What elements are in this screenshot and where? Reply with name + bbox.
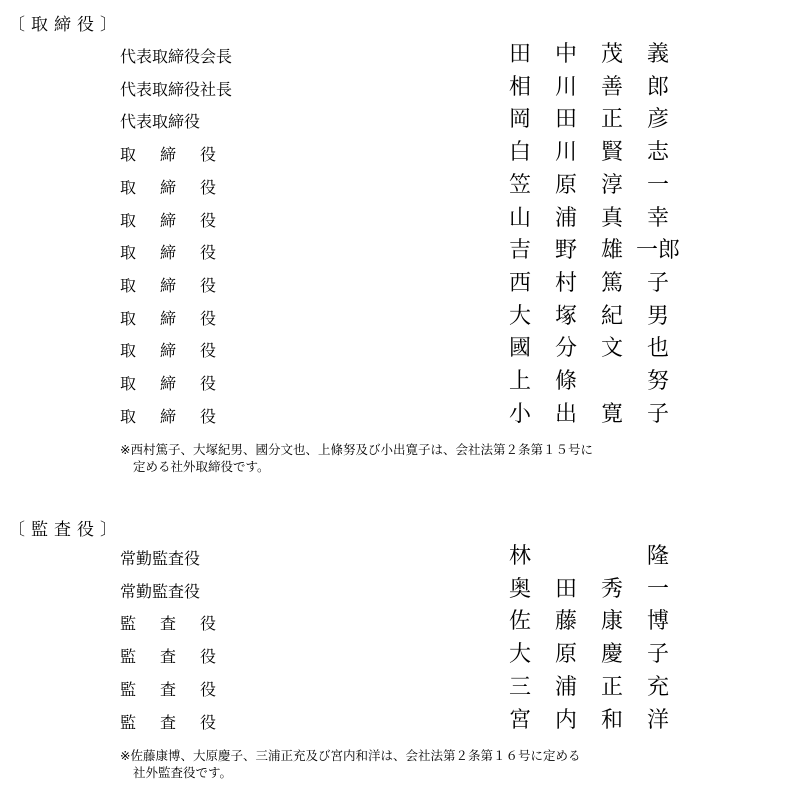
officer-name-char: 紀 bbox=[600, 303, 623, 329]
officer-name-char: 雄 bbox=[600, 238, 623, 264]
officer-name-char: 篤 bbox=[600, 270, 623, 296]
officer-name-char: 中 bbox=[554, 42, 577, 67]
officer-name-char: 村 bbox=[554, 270, 577, 296]
officer-name-char: 白 bbox=[508, 140, 531, 166]
officer-name-char: 岡 bbox=[508, 107, 531, 133]
officer-name-char: 善 bbox=[600, 74, 623, 100]
officer-name-char: 相 bbox=[508, 74, 531, 100]
officer-name-char: 大 bbox=[508, 642, 531, 668]
officer-title: 監査役 bbox=[120, 614, 241, 634]
officer-title: 代表取締役社長 bbox=[120, 79, 233, 99]
directors-note bbox=[120, 441, 760, 475]
officer-name-char: 子 bbox=[646, 270, 669, 296]
officer-name-char: 子 bbox=[646, 642, 669, 668]
directors-section-header: 〔取締役〕 bbox=[8, 15, 123, 35]
officer-name-char: 和 bbox=[600, 707, 623, 733]
officer-name-char: 三 bbox=[508, 674, 531, 700]
officer-name-char: 文 bbox=[600, 336, 623, 362]
officer-name-char: 一郎 bbox=[635, 238, 680, 264]
officer-name-char: 宮 bbox=[508, 707, 531, 733]
officer-name-char: 塚 bbox=[554, 303, 577, 329]
officer-row bbox=[0, 204, 800, 234]
officer-row bbox=[0, 171, 800, 201]
officer-title: 常勤監査役 bbox=[120, 549, 201, 568]
officer-name-char: 也 bbox=[646, 336, 669, 362]
officer-name-char: 賢 bbox=[600, 140, 623, 166]
officer-name-char: 國 bbox=[508, 336, 531, 362]
officer-row bbox=[0, 542, 800, 572]
directors-note-line2: 定める社外取締役です。 bbox=[133, 459, 270, 474]
auditors-note-line1: ※佐藤康博、大原慶子、三浦正充及び宮内和洋は、会社法第２条第１６号に定める bbox=[120, 748, 581, 763]
officer-name-char: 山 bbox=[508, 205, 531, 231]
officer-row bbox=[0, 138, 800, 168]
officer-title: 監査役 bbox=[120, 679, 241, 699]
officer-name-char: 田 bbox=[554, 107, 577, 133]
officer-row bbox=[0, 334, 800, 364]
officer-name-char: 幸 bbox=[646, 205, 669, 231]
officer-name-char: 茂 bbox=[600, 42, 623, 67]
officer-name-char: 彦 bbox=[646, 107, 669, 133]
officer-row bbox=[0, 269, 800, 299]
officer-name-char: 慶 bbox=[600, 642, 623, 668]
officer-name-char: 浦 bbox=[554, 674, 577, 700]
officer-row bbox=[0, 640, 800, 670]
officer-row bbox=[0, 236, 800, 266]
officer-title: 常勤監査役 bbox=[120, 581, 201, 601]
officer-name-char: 一 bbox=[646, 576, 669, 602]
officer-name-char: 野 bbox=[554, 238, 577, 264]
officer-row bbox=[0, 400, 800, 430]
officer-name-char: 洋 bbox=[646, 707, 669, 733]
officer-name-char: 子 bbox=[646, 401, 669, 427]
officer-name-char: 田 bbox=[508, 42, 531, 67]
officer-title: 監査役 bbox=[120, 712, 241, 732]
officer-title: 取締役 bbox=[120, 374, 241, 393]
officer-row bbox=[0, 73, 800, 103]
officer-name-char: 川 bbox=[554, 140, 577, 166]
auditors-note-line2: 社外監査役です。 bbox=[133, 765, 233, 780]
officer-name-char: 笠 bbox=[508, 172, 531, 198]
officer-name-char: 正 bbox=[600, 674, 623, 700]
officer-name-char: 林 bbox=[508, 544, 531, 569]
officer-title: 取締役 bbox=[120, 308, 241, 328]
officer-name-char: 西 bbox=[508, 270, 531, 296]
officer-name-char: 奥 bbox=[508, 576, 531, 602]
officer-row bbox=[0, 40, 800, 70]
officer-title: 取締役 bbox=[120, 341, 241, 361]
officer-title: 取締役 bbox=[120, 406, 241, 426]
officer-name-char: 一 bbox=[646, 172, 669, 198]
auditors-note bbox=[120, 747, 760, 781]
officer-title: 取締役 bbox=[120, 145, 241, 165]
officer-row bbox=[0, 302, 800, 332]
officer-name-char: 男 bbox=[646, 303, 669, 329]
officer-title: 代表取締役 bbox=[120, 112, 201, 132]
officer-title: 代表取締役会長 bbox=[120, 47, 233, 66]
officer-name-char: 寛 bbox=[600, 401, 623, 427]
officer-row bbox=[0, 607, 800, 637]
officer-name-char: 佐 bbox=[508, 609, 531, 635]
officer-name-char: 藤 bbox=[554, 609, 577, 635]
officer-name-char: 康 bbox=[600, 609, 623, 635]
officer-name-char: 淳 bbox=[600, 172, 623, 198]
officer-name-char: 原 bbox=[554, 642, 577, 668]
officer-name-char: 充 bbox=[646, 674, 669, 700]
officer-name-char: 分 bbox=[554, 336, 577, 362]
officer-name-char: 小 bbox=[508, 401, 531, 427]
officer-row bbox=[0, 575, 800, 605]
officer-title: 取締役 bbox=[120, 177, 241, 197]
officer-row bbox=[0, 673, 800, 703]
officer-row bbox=[0, 706, 800, 736]
officer-name-char: 郎 bbox=[646, 74, 669, 100]
auditors-section-header: 〔監査役〕 bbox=[8, 520, 123, 540]
officer-name-char: 博 bbox=[646, 609, 669, 635]
officer-title: 取締役 bbox=[120, 275, 241, 295]
officer-name-char: 條 bbox=[554, 369, 577, 394]
officer-name-char: 秀 bbox=[600, 576, 623, 602]
officer-name-char: 川 bbox=[554, 74, 577, 100]
officer-name-char: 努 bbox=[646, 369, 669, 394]
officer-name-char: 上 bbox=[508, 369, 531, 394]
officer-name-char: 正 bbox=[600, 107, 623, 133]
officer-name-char: 志 bbox=[646, 140, 669, 166]
officer-name-char: 隆 bbox=[646, 544, 669, 569]
officer-name-char: 大 bbox=[508, 303, 531, 329]
officer-name-char: 真 bbox=[600, 205, 623, 231]
officer-name-char: 内 bbox=[554, 707, 577, 733]
officer-name-char: 田 bbox=[554, 576, 577, 602]
officer-title: 監査役 bbox=[120, 647, 241, 667]
officer-title: 取締役 bbox=[120, 243, 241, 263]
officer-name-char: 出 bbox=[554, 401, 577, 427]
officer-name-char: 原 bbox=[554, 172, 577, 198]
directors-note-line1: ※西村篤子、大塚紀男、國分文也、上條努及び小出寛子は、会社法第２条第１５号に bbox=[120, 442, 593, 457]
officer-name-char: 浦 bbox=[554, 205, 577, 231]
officer-row bbox=[0, 367, 800, 397]
officer-row bbox=[0, 105, 800, 135]
officer-name-char: 吉 bbox=[508, 238, 531, 264]
officer-name-char: 義 bbox=[646, 42, 669, 67]
officer-title: 取締役 bbox=[120, 210, 241, 230]
